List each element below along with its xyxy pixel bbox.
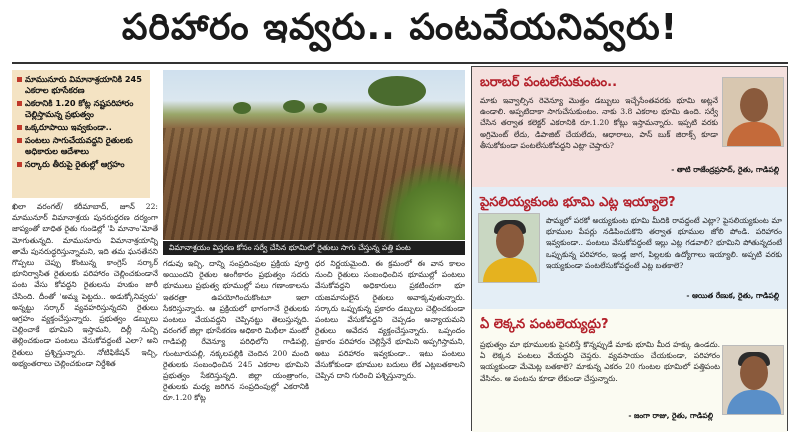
cotton-crop: [375, 160, 465, 240]
highlight-item: మామునూరు విమానాశ్రయానికి 245 ఎకరాల భూసేకరణ: [17, 74, 145, 96]
farmer-portrait: [722, 345, 784, 415]
highlights-box: [12, 70, 150, 198]
farmer-portrait: [722, 77, 784, 147]
quote-signature: - ఆయిత రేణుక, రైతు, గాడిపల్లి: [686, 291, 779, 300]
field-photo: [163, 70, 465, 240]
quote-block-2: [472, 187, 787, 309]
photo-caption: విమానాశ్రయం విస్తరణ కోసం సర్వే చేసిన భూమిలో రైతులు సాగు చేస్తున్న పత్తి పంట: [163, 241, 465, 255]
tree-icon: [368, 76, 426, 106]
quote-block-1: [472, 67, 787, 187]
highlight-item: సర్కారు తీరుపై రైతుల్లో ఆగ్రహం: [17, 159, 145, 170]
quote-text: ప్రభుత్వం మా భూములకు పైసలిస్తే కొన్నప్పుడే మాకు భూమి మీద హక్కు ఉండదు. ఏ లెక్కన పంటలు వేయద్దని చెప్తరు. వ్యవసాయం చేయకుండా, పరిహారం ఇయ్యకుండా మేమెట్ల బతకాలె? మాకున్న ఎకరం 20 గుంటల భూమిలో పత్తిపంట వేసినం. ఆ పంటను కూడా లేకుండా చేస్తున్నారు.: [480, 340, 720, 383]
quote-signature: - తాటి రాజేంద్రప్రసాద్, రైతు, గాడిపల్లి: [671, 165, 779, 174]
quote-text: పొమ్మలో పరకో అయ్యకుంట భూమి మీదికి రావద్దంటే ఎట్లా? పైసలియ్యకుంట మా భూముల పేపర్లు నడిపించుకొని తర్వాత భూముల జోలి పోండి. పరిహారం ఇవ్వకుండా.. పంటలు వేసుకోవద్దంటే ఇల్లు ఎట్ల గడవాలి? భూమిని పోతున్నదంటే ఒప్పుకున్న పరిహారం, ఇండ్ల జాగ, పిల్లలకు ఉద్యోగాలు ఇయ్యాలి. అప్పటి వరకు ఇయ్యకుండా పంటలేసుకోవద్దంటే ఎట్ల బతకాలె?: [546, 216, 782, 270]
article-column-1: ఖిలా వరంగల్/ కరీమాబాద్, జూన్ 22: మామునూర్ విమానాశ్రయ పునరుద్ధరణ దర్యంగా జాప్యంతో బాధిత రైతు గుండెల్లో 'పి మానాం'మోతే మోగుతున్నది. మామునూరు విమానాశ్రయాన్ని తామే పునరుద్ధరిస్తున్నామని, ఇది తమ ఘనతేనని గొప్పలు చెప్పు కొంటున్న కాంగ్రెస్ సర్కార్ భూనిర్వాసిత రైతులకు పరిహారం చెల్లించకుండానే పంట వేసు కోవద్దని రైతులను హుకుం జారీ చేసింది. దీంతో 'అమ్మ పెట్టదు.. అడుక్కోనివ్వదు' అన్నట్టు సర్కార్ వ్యవహరిస్తున్నదని రైతులు ఆగ్రహం వ్యక్తంచేస్తున్నారు. ప్రభుత్వం డబ్బులు చెల్లించాకే భూమిని ఇస్తామని, దిల్లీ నుచ్చి తెల్లించకుండా పంటలు వేసుకోవద్దంటే ఎలా? అని రైతులు ప్రశ్నిస్తున్నారు. నోటిఫికేషన్ ఇచ్చి, అభ్యంతరాలు చెల్లించకుండా నిర్దేశిత: [12, 202, 158, 368]
tree-icon: [283, 100, 305, 113]
quote-title: పైసలియ్యకుంట భూమి ఎట్ల ఇయ్యాలె?: [480, 195, 676, 210]
headline: పరిహారం ఇవ్వరు.. పంటవేయనివ్వరు!: [121, 7, 679, 48]
quote-text: మాకు ఇవ్వాల్సిన రెవెన్యూ మొత్తం డబ్బులు ఇచ్చేసేంతవరకు భూమి అట్లనే ఉండాలి. అప్పటిదాకా సాగుచేసుకుంటం. నాకు 3.8 ఎకరాల భూమి ఉంది. సర్వే చేసిన తర్వాత కలెక్టర్ ఎకరానికి రూ.1.20 కోట్లు ఇస్తామన్నారు. ఇప్పటి వరకు అగ్రిమెంట్ లేదు, డిపాజిట్ చేయలేదు, ఆధారాలు, పాస్ బుక్ జిరాక్స్ కూడా తీసుకోకుండా పంటలేసుకోవద్దని ఎట్లా చెప్తారు?: [480, 96, 718, 150]
tree-icon: [233, 102, 251, 114]
tree-icon: [313, 103, 327, 113]
highlight-item: పంటలు సాగుచేయవద్దని రైతులకు అధికారుల ఆదేశాలు: [17, 135, 145, 157]
highlight-item: ఒక్కరూపాయి ఇవ్వకుండా..: [17, 122, 145, 133]
headline-rule: [12, 62, 788, 64]
article-column-2: గడువు ఇచ్చి, దాన్ని సంప్రదింపుల ప్రక్రియ పూర్తి అయిందని రైతుల అంగీకారం ప్రభుత్వం సదరు భూములు ప్రభుత్వ భూముల్లో పలు గణాంకాలను ఇతరత్రా ఉపయోగించుకొంటూ ఇలా సేకరిస్తున్నారు. ఆ ప్రక్రియలో భాగంగానే రైతులకు పంటలు వేయవద్దని చెప్పినట్టు తెలుస్తున్నది. వరంగల్ జిల్లా భూసేకరణ అధికారి మిథీలా మంటో గాడిపల్లి రేవెన్యూ పరిధిలోని గాడిపల్లి, గుంటూరుపల్లి, నక్కలపల్లికి చెందిన 200 మంది రైతులకు సంబంధించిన 245 ఎకరాల భూమిని ప్రభుత్వం సేకరిస్తున్నది. జిల్లా యంత్రాంగం, రైతులకు మధ్య జరిగిన సంప్రదింపుల్లో ఎకరానికి రూ.1.20 కోట్ల: [163, 259, 309, 403]
article-column-3: ధర నిర్ణయమైంది. ఈ క్రమంలో ఈ వాన కాలం నుంచి రైతులు సంబంధించిన భూముల్లో పంటలు వేసుకోవద్దని అధికారులు ప్రకటించగా భూ యజమానులైన రైతులు అవాక్కవుతున్నారు. సర్కారు ఒప్పుకున్న ప్రకారం డబ్బులు చెల్లించకుండా పంటలు వేసుకోవద్దని చెప్పడం అన్యాయమని రైతులు ఆవేదన వ్యక్తంచేస్తున్నారు. ఒప్పందం ప్రకారం పరిహారం చెల్లిస్తేనే భూమిని అప్పగిస్తామని, అటు పరిహారం ఇవ్వకుండా.. ఇటు పంటలు వేసుకోకుండా భూముల బదులు లేక ఎట్లబతకాలని చెప్పిన దాని గురించి పశ్నిస్తున్నారు.: [315, 259, 465, 381]
highlight-item: ఎకరానికి 1.20 కోట్ల నష్టపరిహారం చెల్లిస్తామన్న ప్రభుత్వం: [17, 98, 145, 120]
farmer-quotes-panel: [471, 66, 788, 431]
quote-title: ఏ లెక్కన పంటలెయ్యద్దు?: [480, 317, 609, 332]
farmer-portrait: [478, 213, 540, 283]
quote-block-3: [472, 309, 787, 432]
quote-title: బరాబర్ పంటలేసుకుంటం..: [480, 75, 618, 90]
quote-signature: - జంగా రాజు, రైతు, గాడిపల్లి: [628, 411, 713, 420]
